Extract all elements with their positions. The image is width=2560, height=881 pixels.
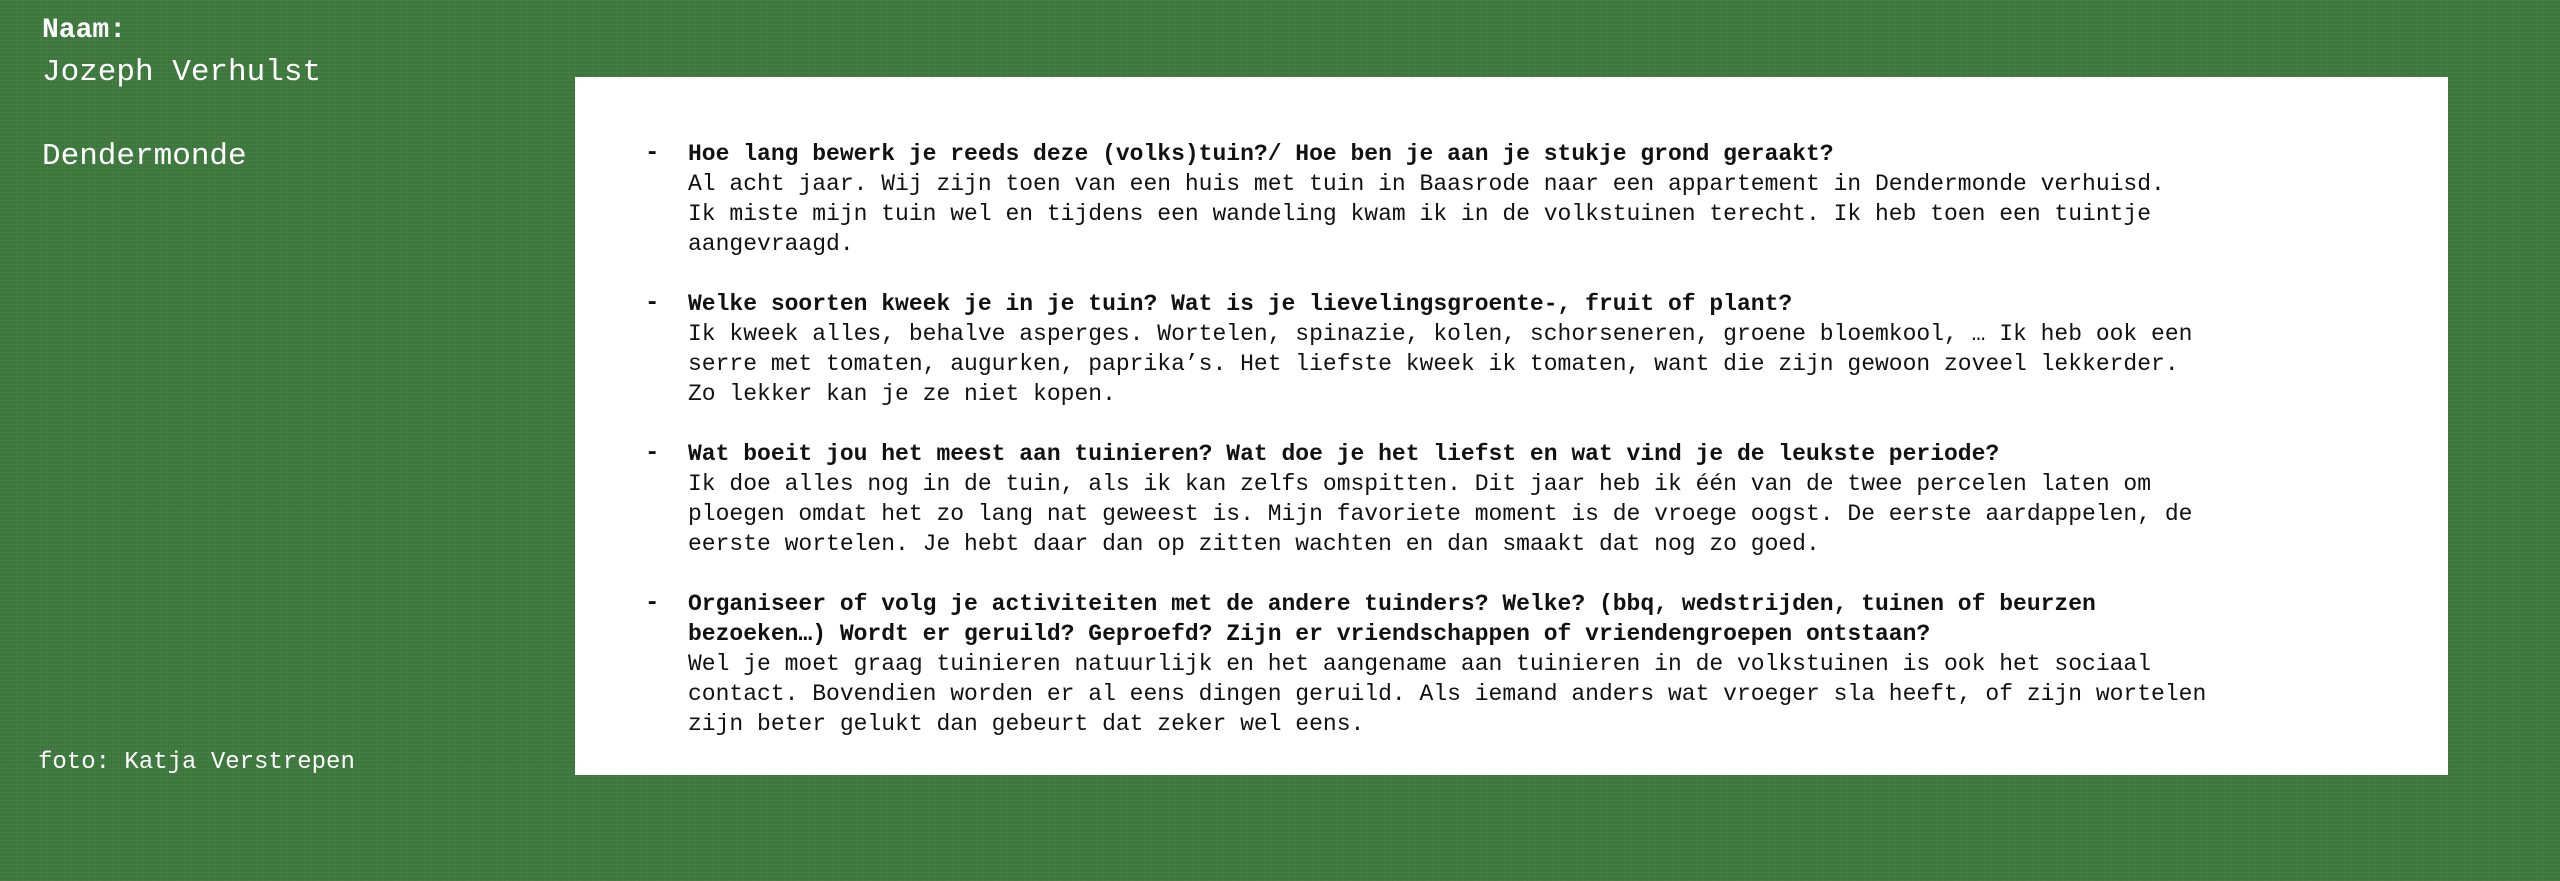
bullet-dash-icon: - xyxy=(645,140,660,167)
answer-text: Ik kweek alles, behalve asperges. Wortelen, spinazie, kolen, schorseneren, groene bloemkool, … Ik heb ook een serre met tomaten, augurken, paprika’s. Het liefste kweek ik tomaten, want die zijn gewoon zoveel lekkerder. Zo lekker kan je ze niet kopen. xyxy=(688,321,2193,407)
answer-text: Wel je moet graag tuinieren natuurlijk en het aangename aan tuinieren in de volkstuinen is ook het sociaal contact. Bovendien worden er al eens dingen geruild. Als iemand anders wat vroeger sla heeft, of zijn wortelen zijn beter gelukt dan gebeurt dat zeker wel eens. xyxy=(688,651,2207,737)
bullet-dash-icon: - xyxy=(645,440,660,467)
question-text: Welke soorten kweek je in je tuin? Wat is je lievelingsgroente-, fruit of plant? xyxy=(688,291,1793,317)
question-text: Wat boeit jou het meest aan tuinieren? Wat doe je het liefst en wat vind je de leukste periode? xyxy=(688,441,2000,467)
answer-text: Al acht jaar. Wij zijn toen van een huis met tuin in Baasrode naar een appartement in Dendermonde verhuisd. Ik miste mijn tuin wel en tijdens een wandeling kwam ik in de volkstuinen terecht. Ik heb toen een tuintje aangevraagd. xyxy=(688,171,2165,257)
bullet-dash-icon: - xyxy=(645,590,660,617)
question-text: Hoe lang bewerk je reeds deze (volks)tuin?/ Hoe ben je aan je stukje grond geraakt? xyxy=(688,141,1834,167)
answer-text: Ik doe alles nog in de tuin, als ik kan zelfs omspitten. Dit jaar heb ik één van de twee percelen laten om ploegen omdat het zo lang nat geweest is. Mijn favoriete moment is de vroege oogst. De eerste aardappelen, de eerste wortelen. Je hebt daar dan op zitten wachten en dan smaakt dat nog zo goed. xyxy=(688,471,2193,557)
bullet-dash-icon: - xyxy=(645,290,660,317)
qa-item xyxy=(645,289,2388,409)
interview-panel xyxy=(575,77,2448,775)
name-label: Naam: xyxy=(42,15,127,46)
qa-item xyxy=(645,439,2388,559)
question-text: Organiseer of volg je activiteiten met de andere tuinders? Welke? (bbq, wedstrijden, tuinen of beurzen bezoeken…) Wordt er geruild? Geproefd? Zijn er vriendschappen of vriendengroepen ontstaan? xyxy=(688,591,2096,647)
qa-item xyxy=(645,589,2388,739)
photo-credit: foto: Katja Verstrepen xyxy=(38,749,355,776)
city-name: Dendermonde xyxy=(42,139,247,174)
qa-item xyxy=(645,139,2388,259)
person-name: Jozeph Verhulst xyxy=(42,55,322,90)
